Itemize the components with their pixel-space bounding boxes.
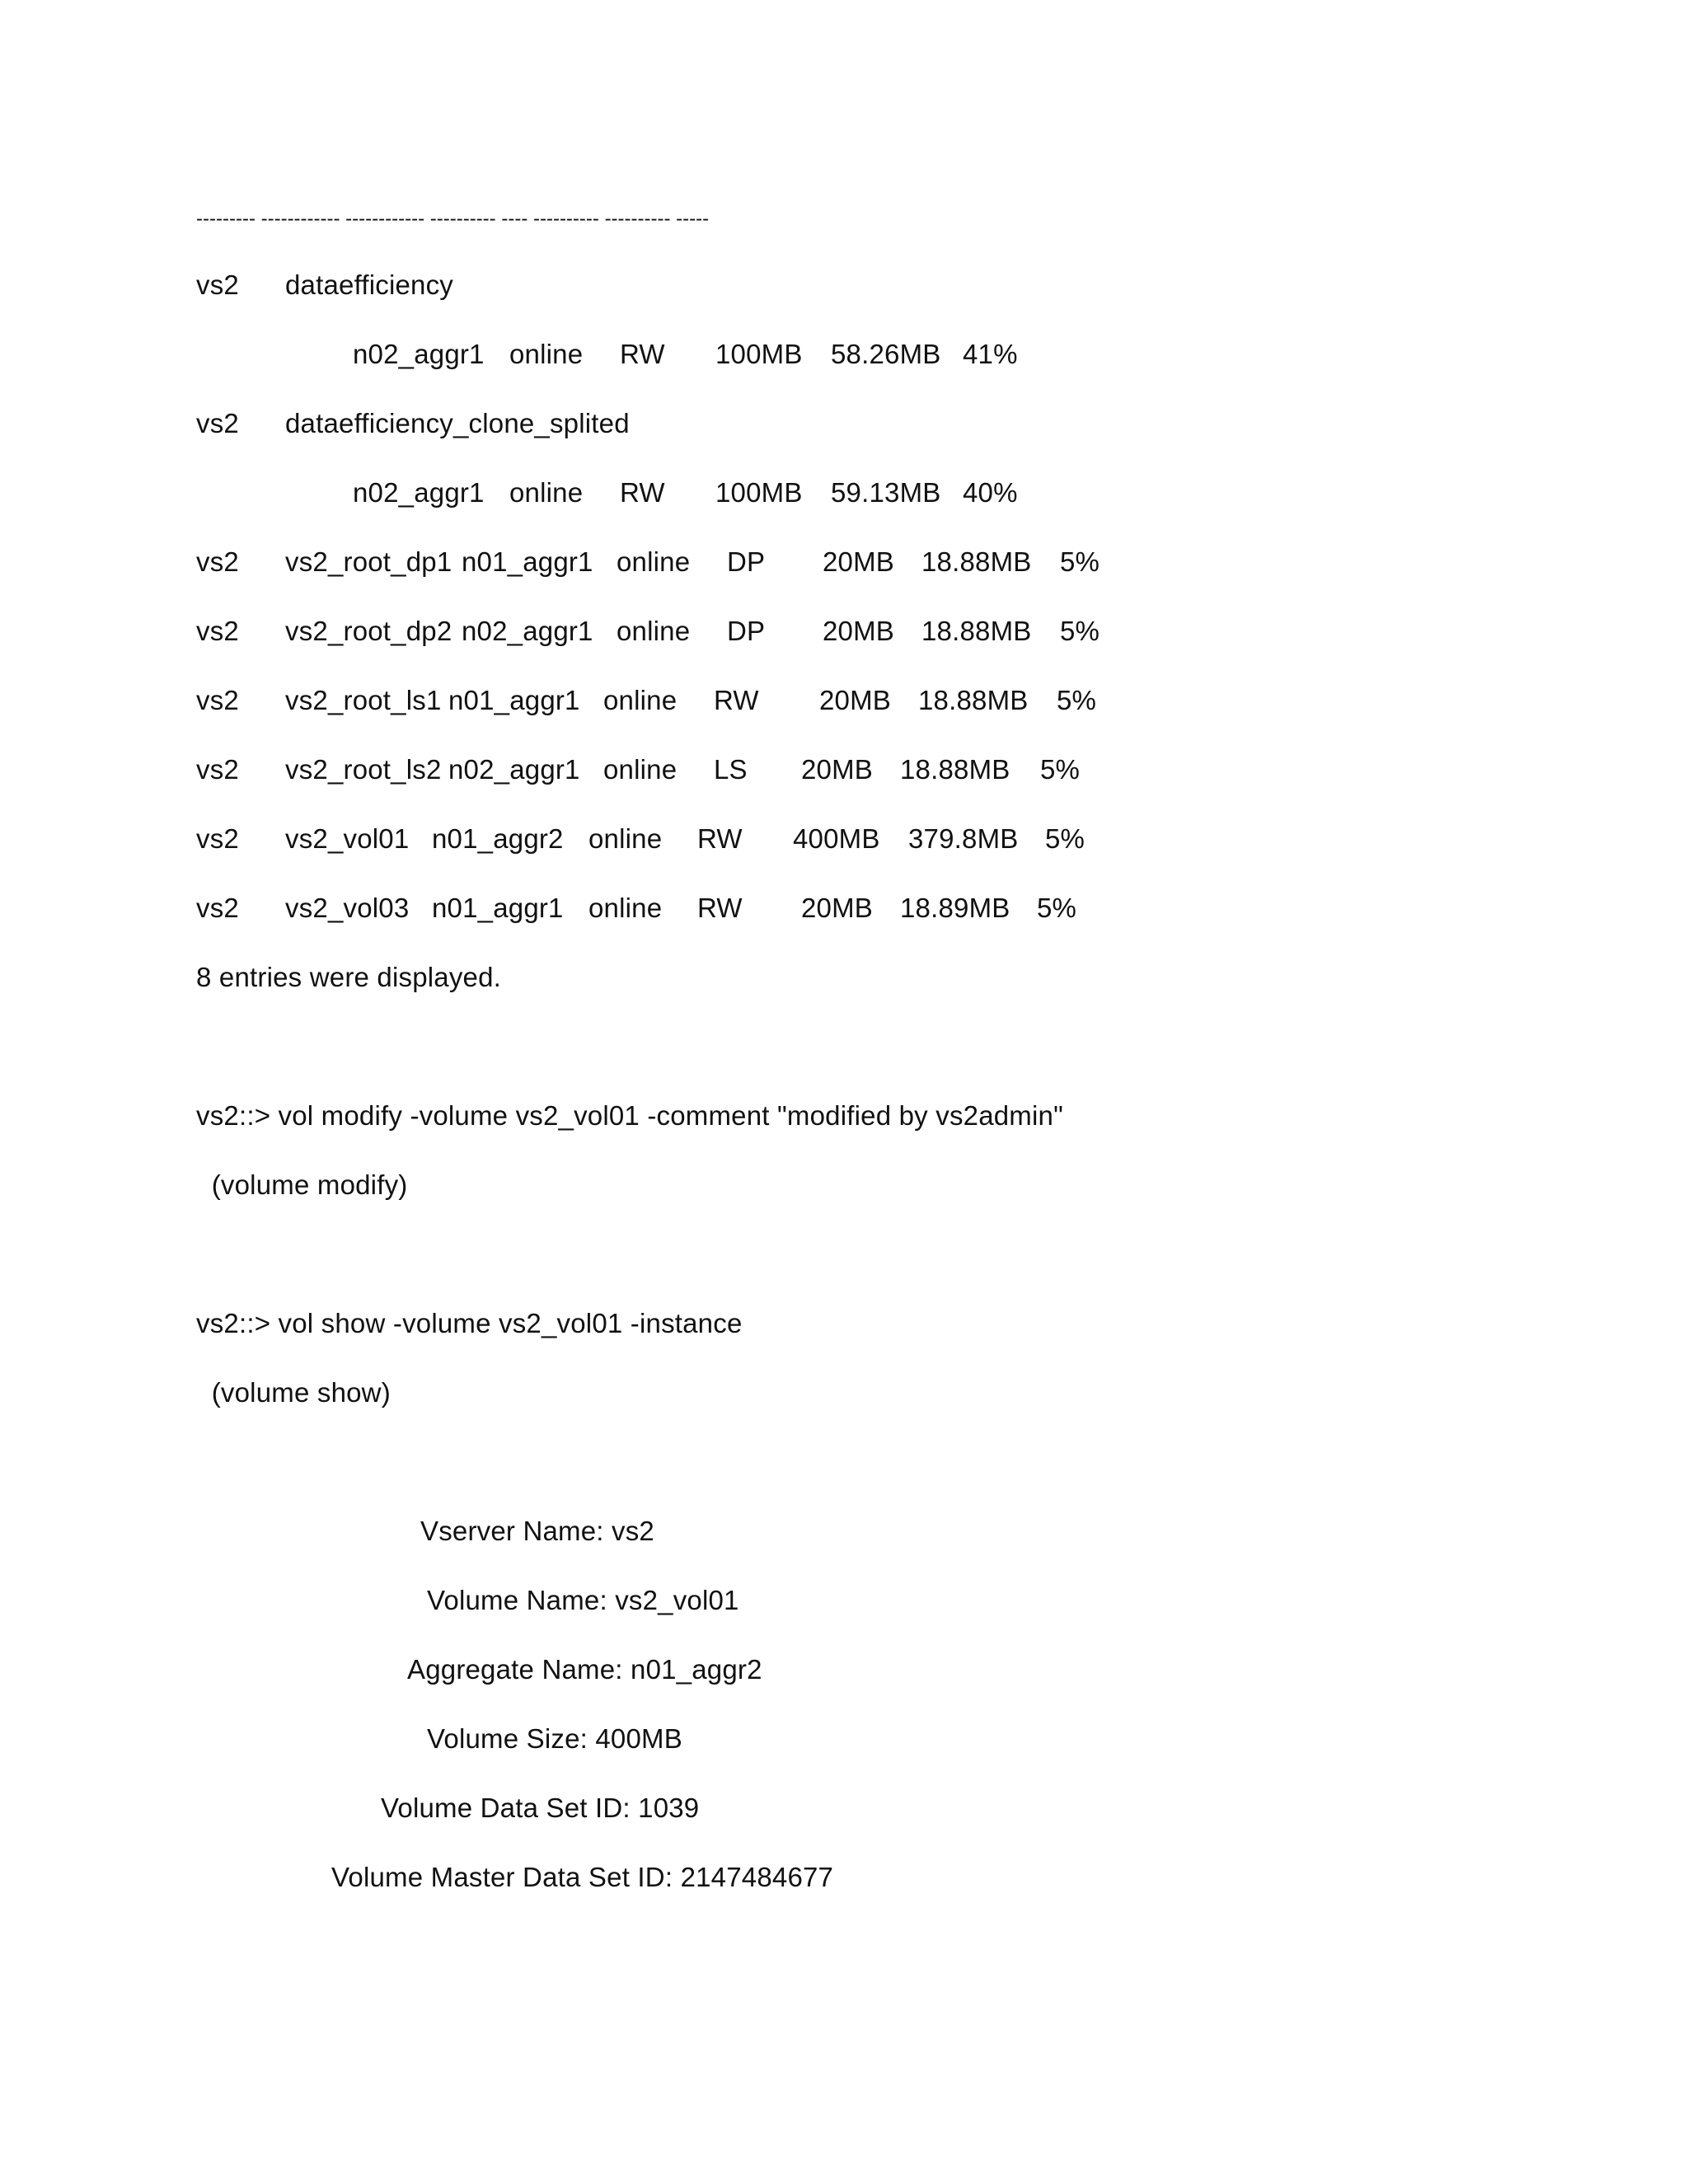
available-cell: 379.8MB [908,823,1019,854]
available-cell: 18.88MB [900,754,1010,785]
state-cell: online [603,754,678,785]
state-cell: online [617,616,691,646]
size-cell: 20MB [819,685,892,715]
used-cell: 5% [1040,754,1081,785]
aggregate-cell: n02_aggr1 [448,754,580,785]
available-cell: 18.89MB [900,893,1010,923]
volume-cell: vs2_root_dp1 [285,546,452,577]
available-cell: 59.13MB [831,477,941,508]
vserver-cell: vs2 [196,893,239,923]
vserver-cell: vs2 [196,269,239,300]
instance-field: Aggregate Name: n01_aggr2 [407,1654,762,1685]
aggregate-cell: n02_aggr1 [353,477,485,508]
type-cell: RW [697,893,743,923]
vserver-cell: vs2 [196,754,239,785]
volume-cell: vs2_vol03 [285,893,410,923]
used-cell: 40% [963,477,1018,508]
used-cell: 5% [1037,893,1077,923]
instance-field: Vserver Name: vs2 [420,1516,654,1546]
aggregate-cell: n01_aggr2 [432,823,564,854]
size-cell: 100MB [715,339,803,369]
size-cell: 20MB [823,546,895,577]
type-cell: LS [714,754,748,785]
instance-field: Volume Master Data Set ID: 2147484677 [331,1862,834,1892]
volume-cell: vs2_root_dp2 [285,616,452,646]
type-cell: DP [727,546,766,577]
available-cell: 58.26MB [831,339,941,369]
instance-field: Volume Size: 400MB [427,1723,682,1754]
size-cell: 20MB [801,754,874,785]
state-cell: online [509,477,584,508]
type-cell: RW [620,477,665,508]
volume-cell: vs2_root_ls1 [285,685,442,715]
used-cell: 5% [1045,823,1085,854]
available-cell: 18.88MB [918,685,1029,715]
used-cell: 5% [1060,616,1100,646]
instance-field: Volume Data Set ID: 1039 [381,1793,700,1823]
type-cell: RW [714,685,759,715]
available-cell: 18.88MB [921,616,1032,646]
table-divider: --------- ------------ ------------ ---------- ---- ---------- ---------- ----- [196,208,710,230]
vserver-cell: vs2 [196,616,239,646]
aggregate-cell: n02_aggr1 [353,339,485,369]
state-cell: online [603,685,678,715]
state-cell: online [588,893,663,923]
state-cell: online [588,823,663,854]
vserver-cell: vs2 [196,408,239,438]
aggregate-cell: n01_aggr1 [432,893,564,923]
used-cell: 5% [1057,685,1097,715]
size-cell: 20MB [801,893,874,923]
state-cell: online [617,546,691,577]
show-command: vs2::> vol show -volume vs2_vol01 -instance [196,1308,743,1338]
vserver-cell: vs2 [196,823,239,854]
state-cell: online [509,339,584,369]
volume-cell: dataefficiency_clone_splited [285,408,630,438]
aggregate-cell: n01_aggr1 [448,685,580,715]
modify-subtitle: (volume modify) [196,1169,408,1200]
volume-cell: dataefficiency [285,269,453,300]
show-subtitle: (volume show) [196,1377,391,1408]
aggregate-cell: n02_aggr1 [462,616,593,646]
used-cell: 41% [963,339,1018,369]
volume-cell: vs2_vol01 [285,823,410,854]
type-cell: RW [620,339,665,369]
size-cell: 20MB [823,616,895,646]
volume-cell: vs2_root_ls2 [285,754,442,785]
available-cell: 18.88MB [921,546,1032,577]
vserver-cell: vs2 [196,546,239,577]
entries-summary: 8 entries were displayed. [196,962,502,992]
size-cell: 400MB [793,823,880,854]
type-cell: RW [697,823,743,854]
type-cell: DP [727,616,766,646]
size-cell: 100MB [715,477,803,508]
aggregate-cell: n01_aggr1 [462,546,593,577]
used-cell: 5% [1060,546,1100,577]
modify-command: vs2::> vol modify -volume vs2_vol01 -comment "modified by vs2admin" [196,1100,1063,1131]
vserver-cell: vs2 [196,685,239,715]
instance-field: Volume Name: vs2_vol01 [427,1585,739,1615]
